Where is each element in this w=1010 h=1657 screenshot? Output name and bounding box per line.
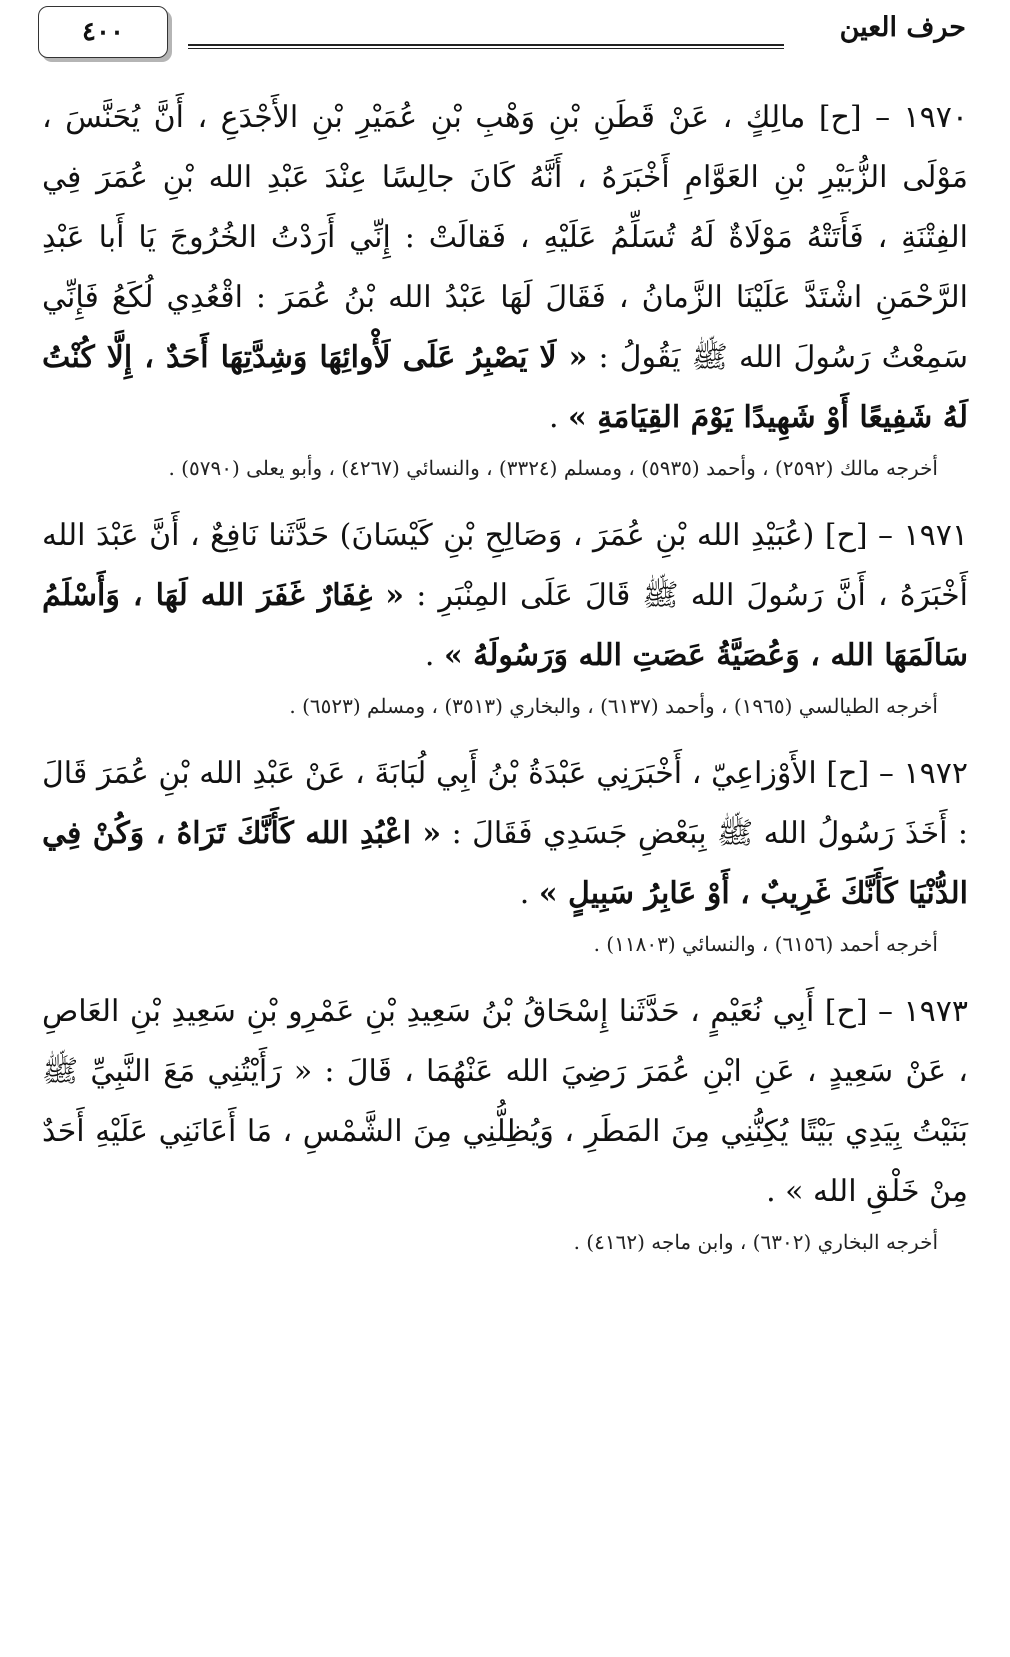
hadith-entry — [42, 744, 968, 960]
hadith-entry — [42, 88, 968, 484]
hadith-number: ١٩٧٢ — [903, 756, 968, 791]
page-number-box — [38, 6, 168, 58]
header-rule — [188, 44, 784, 49]
hadith-isnad: – [ح] الأَوْزاعِيّ ، أَخْبَرَنِي عَبْدَةُ بْنُ أَبِي لُبَابَةَ ، عَنْ عَبْدِ الله بْنِ عُمَرَ قَالَ : أَخَذَ رَسُولُ الله ﷺ بِبَعْضِ جَسَدِي فَقَالَ : — [42, 756, 968, 851]
hadith-end: . — [766, 1174, 786, 1209]
hadith-quote: « غِفَارٌ غَفَرَ الله لَهَا ، وَأَسْلَمُ سَالَمَهَا الله ، وَعُصَيَّةُ عَصَتِ الله وَرَسُولَهُ » — [42, 578, 968, 673]
hadith-text — [42, 982, 968, 1222]
hadith-end: . — [519, 876, 539, 911]
page-header — [38, 6, 980, 62]
hadith-isnad: – [ح] أَبِي نُعَيْمٍ ، حَدَّثَنا إِسْحَاقُ بْنُ سَعِيدِ بْنِ عَمْرِو بْنِ سَعِيدِ بْنِ العَاصِ ، عَنْ سَعِيدٍ ، عَنِ ابْنِ عُمَرَ رَضِيَ الله عَنْهُمَا ، قَالَ : « رَأَيْتُنِي مَعَ النَّبِيِّ ﷺ بَنَيْتُ بِيَدِي بَيْتًا يُكِنُّنِي مِنَ المَطَرِ ، وَيُظِلُّنِي مِنَ الشَّمْسِ ، مَا أَعَانَنِي عَلَيْهِ أَحَدٌ مِنْ خَلْقِ الله » — [42, 994, 968, 1209]
hadith-number: ١٩٧٠ — [903, 100, 968, 135]
takhrij-note: أخرجه مالك (٢٥٩٢) ، وأحمد (٥٩٣٥) ، ومسلم (٣٣٢٤) ، والنسائي (٤٢٦٧) ، وأبو يعلى (٥٧٩٠) . — [168, 456, 938, 480]
hadith-number: ١٩٧١ — [903, 518, 968, 553]
takhrij-note: أخرجه أحمد (٦١٥٦) ، والنسائي (١١٨٠٣) . — [593, 932, 938, 956]
takhrij-note: أخرجه البخاري (٦٣٠٢) ، وابن ماجه (٤١٦٢) . — [573, 1230, 938, 1254]
hadith-isnad: – [ح] (عُبَيْدِ الله بْنِ عُمَرَ ، وَصَالِحِ بْنِ كَيْسَانَ) حَدَّثَنا نَافِعٌ ، أَنَّ عَبْدَ الله أَخْبَرَهُ ، أَنَّ رَسُولَ الله ﷺ قَالَ عَلَى المِنْبَرِ : — [42, 518, 968, 613]
page-number: ٤٠٠ — [82, 17, 124, 47]
page-content — [42, 88, 968, 1280]
hadith-end: . — [424, 638, 444, 673]
hadith-entry — [42, 506, 968, 722]
hadith-text — [42, 744, 968, 924]
hadith-quote: « اعْبُدِ الله كَأَنَّكَ تَرَاهُ ، وَكُنْ فِي الدُّنْيَا كَأَنَّكَ غَرِيبٌ ، أَوْ عَابِرُ سَبِيلٍ » — [42, 816, 968, 911]
chapter-title: حرف العين — [839, 12, 966, 43]
hadith-end: . — [548, 400, 569, 435]
hadith-text — [42, 88, 968, 448]
hadith-isnad: – [ح] مالِكٍ ، عَنْ قَطَنِ بْنِ وَهْبِ بْنِ عُمَيْرِ بْنِ الأَجْدَعِ ، أَنَّ يُحَنَّسَ ، مَوْلَى الزُّبَيْرِ بْنِ العَوَّامِ أَخْبَرَهُ ، أَنَّهُ كَانَ جالِسًا عِنْدَ عَبْدِ الله بْنِ عُمَرَ فِي الفِتْنَةِ ، فَأَتَتْهُ مَوْلَاةٌ لَهُ تُسَلِّمُ عَلَيْهِ ، فَقالَتْ : إِنِّي أَرَدْتُ الخُرُوجَ يَا أَبا عَبْدِ الرَّحْمَنِ اشْتَدَّ عَلَيْنَا الزَّمانُ ، فَقَالَ لَهَا عَبْدُ الله بْنُ عُمَرَ : اقْعُدِي لُكَعُ فَإِنِّي سَمِعْتُ رَسُولَ الله ﷺ يَقُولُ : — [42, 100, 968, 375]
hadith-quote: « لَا يَصْبِرُ عَلَى لَأْوائِهَا وَشِدَّتِهَا أَحَدٌ ، إِلَّا كُنْتُ لَهُ شَفِيعًا أَوْ شَهِيدًا يَوْمَ القِيَامَةِ » — [42, 340, 968, 435]
hadith-number: ١٩٧٣ — [903, 994, 968, 1029]
takhrij-note: أخرجه الطيالسي (١٩٦٥) ، وأحمد (٦١٣٧) ، والبخاري (٣٥١٣) ، ومسلم (٦٥٢٣) . — [289, 694, 938, 718]
hadith-text — [42, 506, 968, 686]
hadith-entry — [42, 982, 968, 1258]
